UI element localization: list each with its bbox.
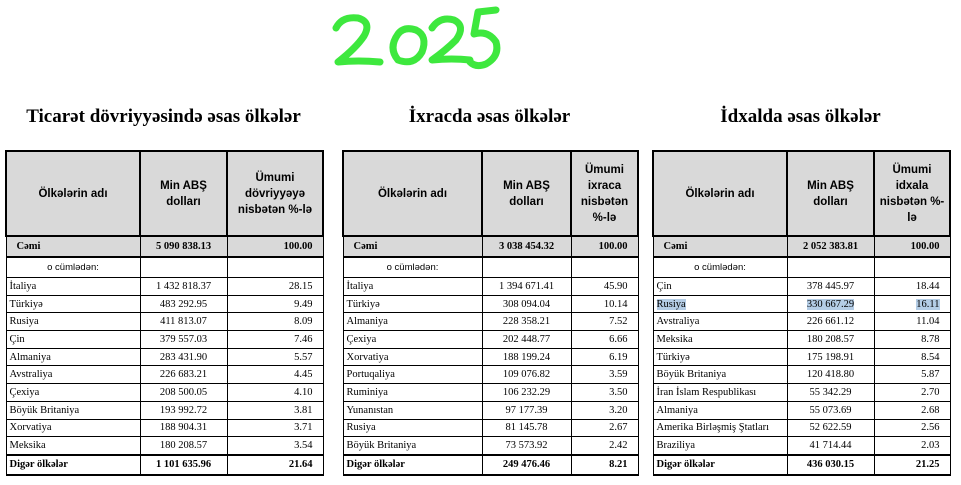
table-row <box>343 384 638 402</box>
country-percent: 3.54 <box>227 437 323 455</box>
table-row <box>6 437 323 455</box>
empty-cell <box>571 257 638 278</box>
other-percent: 8.21 <box>571 455 638 475</box>
column-header-percent: Ümumi ixraca nisbətən %-lə <box>571 151 638 236</box>
table-row <box>653 384 950 402</box>
table-row <box>653 348 950 366</box>
subheading-row <box>343 257 638 278</box>
country-value: 193 992.72 <box>140 401 227 419</box>
country-name: Yunanıstan <box>343 401 482 419</box>
country-value: 175 198.91 <box>787 348 874 366</box>
country-name: Çexiya <box>6 384 140 402</box>
country-value: 379 557.03 <box>140 331 227 349</box>
country-value: 188 904.31 <box>140 419 227 437</box>
table-row <box>653 401 950 419</box>
country-percent: 2.56 <box>874 419 950 437</box>
country-value: 109 076.82 <box>482 366 571 384</box>
country-value: 180 208.57 <box>787 331 874 349</box>
table-row <box>653 419 950 437</box>
countries-table <box>652 150 951 476</box>
table-title: İdxalda əsas ölkələr <box>720 106 881 127</box>
total-row <box>6 236 323 257</box>
table-row <box>343 295 638 313</box>
table-row <box>653 295 950 313</box>
total-percent: 100.00 <box>227 236 323 257</box>
country-percent: 4.10 <box>227 384 323 402</box>
country-name: Braziliya <box>653 437 787 455</box>
country-percent: 10.14 <box>571 295 638 313</box>
country-name: Çexiya <box>343 331 482 349</box>
country-name: Türkiyə <box>343 295 482 313</box>
total-label: Cəmi <box>6 236 140 257</box>
country-name: Meksika <box>6 437 140 455</box>
country-value: 73 573.92 <box>482 437 571 455</box>
empty-cell <box>787 257 874 278</box>
country-name: İtaliya <box>343 278 482 296</box>
empty-cell <box>482 257 571 278</box>
countries-table <box>5 150 324 476</box>
selected-text-highlight: 330 667.29 <box>806 298 855 310</box>
country-value: 378 445.97 <box>787 278 874 296</box>
subheading-row <box>653 257 950 278</box>
table-row <box>653 366 950 384</box>
country-value: 52 622.59 <box>787 419 874 437</box>
country-name: Xorvatiya <box>343 348 482 366</box>
country-value: 226 661.12 <box>787 313 874 331</box>
country-name: Böyük Britaniya <box>653 366 787 384</box>
country-percent: 4.45 <box>227 366 323 384</box>
total-percent: 100.00 <box>571 236 638 257</box>
country-name: Türkiyə <box>653 348 787 366</box>
total-value: 3 038 454.32 <box>482 236 571 257</box>
country-percent: 28.15 <box>227 278 323 296</box>
country-percent <box>874 295 950 313</box>
country-value: 106 232.29 <box>482 384 571 402</box>
country-name: Avstraliya <box>6 366 140 384</box>
other-countries-row <box>343 455 638 475</box>
empty-cell <box>140 257 227 278</box>
table-row <box>343 437 638 455</box>
handwritten-year-annotation <box>328 4 503 74</box>
table-row <box>6 278 323 296</box>
table-row <box>653 278 950 296</box>
country-percent: 2.68 <box>874 401 950 419</box>
table-row <box>343 313 638 331</box>
total-row <box>653 236 950 257</box>
country-percent: 7.52 <box>571 313 638 331</box>
empty-cell <box>227 257 323 278</box>
country-value: 228 358.21 <box>482 313 571 331</box>
column-header-percent: Ümumi dövriyyəyə nisbətən %-lə <box>227 151 323 236</box>
country-name: Xorvatiya <box>6 419 140 437</box>
other-value: 249 476.46 <box>482 455 571 475</box>
country-percent: 3.50 <box>571 384 638 402</box>
selected-text-highlight: 16.11 <box>916 298 940 310</box>
empty-cell <box>874 257 950 278</box>
country-percent: 3.71 <box>227 419 323 437</box>
total-percent: 100.00 <box>874 236 950 257</box>
column-header-percent: Ümumi idxala nisbətən %-lə <box>874 151 950 236</box>
table-row <box>6 295 323 313</box>
other-percent: 21.64 <box>227 455 323 475</box>
total-label: Cəmi <box>343 236 482 257</box>
country-value: 55 342.29 <box>787 384 874 402</box>
total-row <box>343 236 638 257</box>
including-label: o cümlədən: <box>6 257 140 278</box>
table-row <box>6 366 323 384</box>
column-header-value: Min ABŞ dolları <box>140 151 227 236</box>
country-value: 97 177.39 <box>482 401 571 419</box>
country-name: Türkiyə <box>6 295 140 313</box>
country-name: Almaniya <box>343 313 482 331</box>
table-row <box>343 331 638 349</box>
total-label: Cəmi <box>653 236 787 257</box>
country-value: 208 500.05 <box>140 384 227 402</box>
country-percent: 5.57 <box>227 348 323 366</box>
table-row <box>653 331 950 349</box>
selected-text-highlight: Rusiya <box>656 298 686 310</box>
other-value: 1 101 635.96 <box>140 455 227 475</box>
country-value: 120 418.80 <box>787 366 874 384</box>
table-row <box>343 419 638 437</box>
table-row <box>343 366 638 384</box>
country-value: 180 208.57 <box>140 437 227 455</box>
column-header-country: Ölkələrin adı <box>6 151 140 236</box>
country-value: 226 683.21 <box>140 366 227 384</box>
country-name: Meksika <box>653 331 787 349</box>
other-label: Digər ölkələr <box>343 455 482 475</box>
country-percent: 2.70 <box>874 384 950 402</box>
country-percent: 2.03 <box>874 437 950 455</box>
country-name: Almaniya <box>6 348 140 366</box>
country-name: Böyük Britaniya <box>343 437 482 455</box>
country-name: Rusiya <box>343 419 482 437</box>
other-percent: 21.25 <box>874 455 950 475</box>
countries-table <box>342 150 639 476</box>
country-percent: 9.49 <box>227 295 323 313</box>
country-percent: 8.09 <box>227 313 323 331</box>
other-label: Digər ölkələr <box>653 455 787 475</box>
country-percent: 3.20 <box>571 401 638 419</box>
country-percent: 8.78 <box>874 331 950 349</box>
table-row <box>343 401 638 419</box>
country-name: Böyük Britaniya <box>6 401 140 419</box>
column-header-country: Ölkələrin adı <box>653 151 787 236</box>
country-percent: 2.42 <box>571 437 638 455</box>
country-name: Ruminiya <box>343 384 482 402</box>
country-percent: 8.54 <box>874 348 950 366</box>
total-value: 5 090 838.13 <box>140 236 227 257</box>
country-percent: 5.87 <box>874 366 950 384</box>
country-percent: 45.90 <box>571 278 638 296</box>
country-percent: 7.46 <box>227 331 323 349</box>
other-countries-row <box>653 455 950 475</box>
country-percent: 3.59 <box>571 366 638 384</box>
subheading-row <box>6 257 323 278</box>
country-percent: 6.66 <box>571 331 638 349</box>
column-header-value: Min ABŞ dolları <box>482 151 571 236</box>
country-percent: 6.19 <box>571 348 638 366</box>
country-value: 483 292.95 <box>140 295 227 313</box>
table-title: İxracda əsas ölkələr <box>408 106 571 127</box>
country-percent: 18.44 <box>874 278 950 296</box>
other-countries-row <box>6 455 323 475</box>
country-value: 188 199.24 <box>482 348 571 366</box>
country-value <box>787 295 874 313</box>
table-title: Ticarət dövriyyəsində əsas ölkələr <box>26 106 301 127</box>
country-value: 283 431.90 <box>140 348 227 366</box>
table-row <box>6 348 323 366</box>
column-header-country: Ölkələrin adı <box>343 151 482 236</box>
country-percent: 3.81 <box>227 401 323 419</box>
table-row <box>6 331 323 349</box>
country-value: 1 394 671.41 <box>482 278 571 296</box>
country-name: Çin <box>653 278 787 296</box>
other-label: Digər ölkələr <box>6 455 140 475</box>
country-name <box>653 295 787 313</box>
country-value: 81 145.78 <box>482 419 571 437</box>
total-value: 2 052 383.81 <box>787 236 874 257</box>
country-name: İran İslam Respublikası <box>653 384 787 402</box>
country-value: 411 813.07 <box>140 313 227 331</box>
country-name: İtaliya <box>6 278 140 296</box>
table-row <box>653 437 950 455</box>
country-name: Amerika Birləşmiş Ştatları <box>653 419 787 437</box>
country-name: Portuqaliya <box>343 366 482 384</box>
country-percent: 2.67 <box>571 419 638 437</box>
country-percent: 11.04 <box>874 313 950 331</box>
column-header-value: Min ABŞ dolları <box>787 151 874 236</box>
table-row <box>6 313 323 331</box>
country-name: Çin <box>6 331 140 349</box>
country-name: Rusiya <box>6 313 140 331</box>
country-name: Avstraliya <box>653 313 787 331</box>
including-label: o cümlədən: <box>653 257 787 278</box>
country-value: 1 432 818.37 <box>140 278 227 296</box>
country-name: Almaniya <box>653 401 787 419</box>
other-value: 436 030.15 <box>787 455 874 475</box>
country-value: 41 714.44 <box>787 437 874 455</box>
table-row <box>653 313 950 331</box>
table-row <box>343 278 638 296</box>
table-row <box>6 384 323 402</box>
country-value: 202 448.77 <box>482 331 571 349</box>
country-value: 308 094.04 <box>482 295 571 313</box>
table-row <box>6 419 323 437</box>
table-row <box>6 401 323 419</box>
table-row <box>343 348 638 366</box>
country-value: 55 073.69 <box>787 401 874 419</box>
including-label: o cümlədən: <box>343 257 482 278</box>
